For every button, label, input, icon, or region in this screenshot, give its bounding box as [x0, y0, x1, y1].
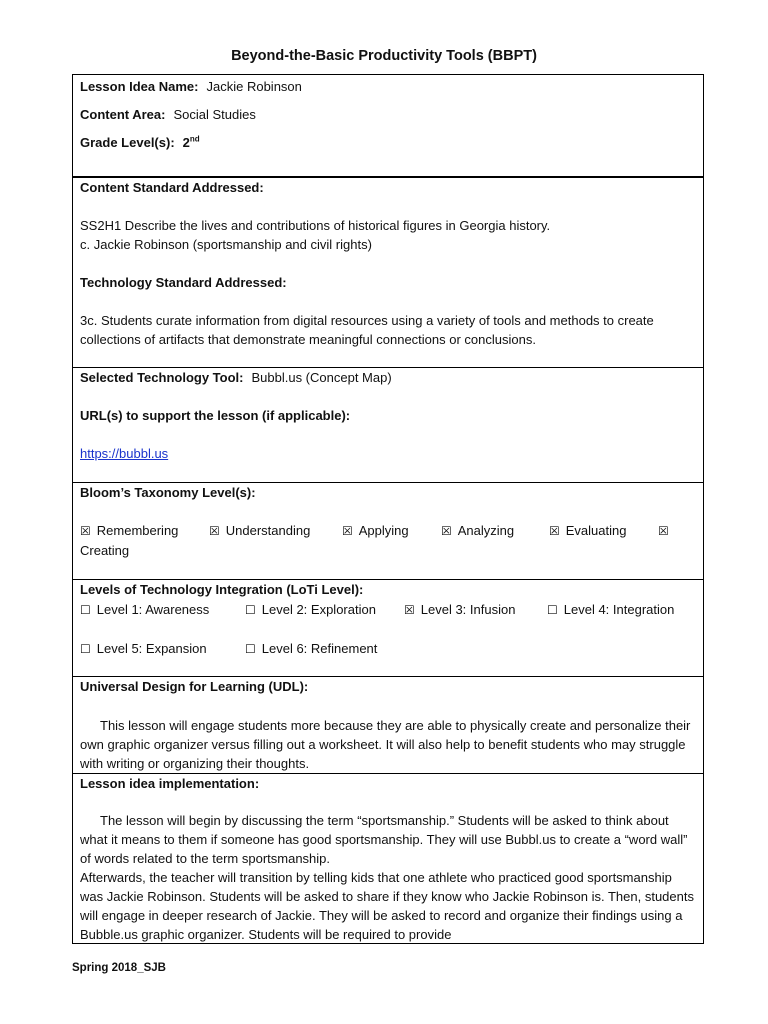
lesson-name-label: Lesson Idea Name:	[80, 79, 199, 94]
blooms-item-label: Remembering	[96, 523, 179, 538]
technology-standard-text: 3c. Students curate information from digital resources using a variety of tools and methods to create collections of artifacts that demonstrate meaningful connections or conclusions.	[80, 313, 654, 347]
grade-level-row	[80, 133, 697, 152]
grade-level-value: 2	[182, 135, 190, 150]
implementation-paragraph-1: The lesson will begin by discussing the term “sportsmanship.” Students will be asked to think about what it means to them if someone has good sportsmanship. They will use Bubbl.us to create a “word wall” of words related to the term sportsmanship.	[80, 813, 688, 866]
implementation-paragraph-2: Afterwards, the teacher will transition by telling kids that one athlete who practiced good sportsmanship was Jackie Robinson. Students will be asked to share if they know who Jackie Robinson is. Then, students will engage in deeper research of Jackie. They will be asked to record and organize their findings using a Bubble.us graphic organizer. Students will be required to provide	[80, 870, 694, 942]
tool-label: Selected Technology Tool:	[80, 370, 244, 385]
checkbox-checked-icon[interactable]: ☒	[549, 524, 560, 538]
udl-text: This lesson will engage students more because they are able to physically create and personalize their own graphic organizer versus filling out a worksheet. It will also help to benefit students who may struggle with writing or organizing their thoughts.	[80, 718, 691, 771]
implementation-heading: Lesson idea implementation:	[80, 776, 260, 791]
checkbox-unchecked-icon[interactable]: ☐	[245, 642, 256, 656]
content-standard-line1: SS2H1 Describe the lives and contributions of historical figures in Georgia history.	[80, 218, 551, 233]
footer-text: Spring 2018_SJB	[72, 962, 166, 974]
grade-level-label: Grade Level(s):	[80, 135, 175, 150]
blooms-evaluating[interactable]	[549, 521, 626, 541]
checkbox-checked-icon[interactable]: ☒	[209, 524, 220, 538]
tool-row	[80, 368, 697, 387]
content-area-label: Content Area:	[80, 107, 166, 122]
loti-heading: Levels of Technology Integration (LoTi Level):	[80, 582, 364, 597]
loti-item-label: Level 1: Awareness	[96, 602, 210, 617]
technology-tool-section	[73, 368, 703, 483]
implementation-body	[80, 811, 697, 944]
blooms-item-label: Applying	[358, 523, 409, 538]
bbpt-form	[72, 74, 704, 944]
lesson-info-section	[73, 75, 703, 177]
loti-item-label: Level 3: Infusion	[420, 602, 516, 617]
blooms-item-label: Understanding	[225, 523, 311, 538]
loti-level-4[interactable]	[547, 600, 674, 620]
loti-level-5[interactable]	[80, 639, 207, 659]
url-label: URL(s) to support the lesson (if applicable):	[80, 408, 351, 423]
loti-level-1[interactable]	[80, 600, 209, 620]
checkbox-checked-icon[interactable]: ☒	[342, 524, 353, 538]
bubbl-us-link[interactable]: https://bubbl.us	[80, 446, 169, 461]
checkbox-checked-icon[interactable]: ☒	[80, 524, 91, 538]
blooms-item-label: Evaluating	[565, 523, 627, 538]
loti-level-2[interactable]	[245, 600, 376, 620]
loti-item-label: Level 2: Exploration	[261, 602, 376, 617]
page-title: Beyond-the-Basic Productivity Tools (BBPT)	[231, 48, 537, 64]
udl-section	[73, 677, 703, 774]
blooms-creating-checkbox[interactable]	[658, 521, 675, 541]
lesson-name-row	[80, 77, 697, 96]
checkbox-checked-icon[interactable]: ☒	[441, 524, 452, 538]
blooms-heading: Bloom’s Taxonomy Level(s):	[80, 485, 256, 500]
technology-standard-heading: Technology Standard Addressed:	[80, 275, 287, 290]
blooms-section	[73, 483, 703, 580]
checkbox-unchecked-icon[interactable]: ☐	[80, 603, 91, 617]
standards-section	[73, 177, 703, 368]
loti-item-label: Level 5: Expansion	[96, 641, 207, 656]
blooms-remembering[interactable]	[80, 521, 178, 541]
loti-item-label: Level 4: Integration	[563, 602, 675, 617]
checkbox-unchecked-icon[interactable]: ☐	[80, 642, 91, 656]
checkbox-unchecked-icon[interactable]: ☐	[245, 603, 256, 617]
loti-level-3[interactable]	[404, 600, 515, 620]
content-area-value: Social Studies	[173, 107, 256, 122]
lesson-name-value: Jackie Robinson	[206, 79, 302, 94]
checkbox-checked-icon[interactable]: ☒	[658, 524, 669, 538]
content-area-row	[80, 105, 697, 124]
tool-value: Bubbl.us (Concept Map)	[251, 370, 392, 385]
loti-level-6[interactable]	[245, 639, 377, 659]
udl-heading: Universal Design for Learning (UDL):	[80, 679, 309, 694]
blooms-item-label: Analyzing	[457, 523, 515, 538]
loti-item-label: Level 6: Refinement	[261, 641, 378, 656]
content-standard-line2: c. Jackie Robinson (sportsmanship and civil rights)	[80, 237, 372, 252]
blooms-analyzing[interactable]	[441, 521, 514, 541]
content-standard-heading: Content Standard Addressed:	[80, 180, 264, 195]
checkbox-checked-icon[interactable]: ☒	[404, 603, 415, 617]
implementation-section	[73, 774, 703, 944]
loti-section	[73, 580, 703, 677]
blooms-creating-label: Creating	[80, 543, 130, 558]
grade-level-suffix: nd	[189, 134, 200, 144]
blooms-understanding[interactable]	[209, 521, 310, 541]
blooms-applying[interactable]	[342, 521, 409, 541]
checkbox-unchecked-icon[interactable]: ☐	[547, 603, 558, 617]
